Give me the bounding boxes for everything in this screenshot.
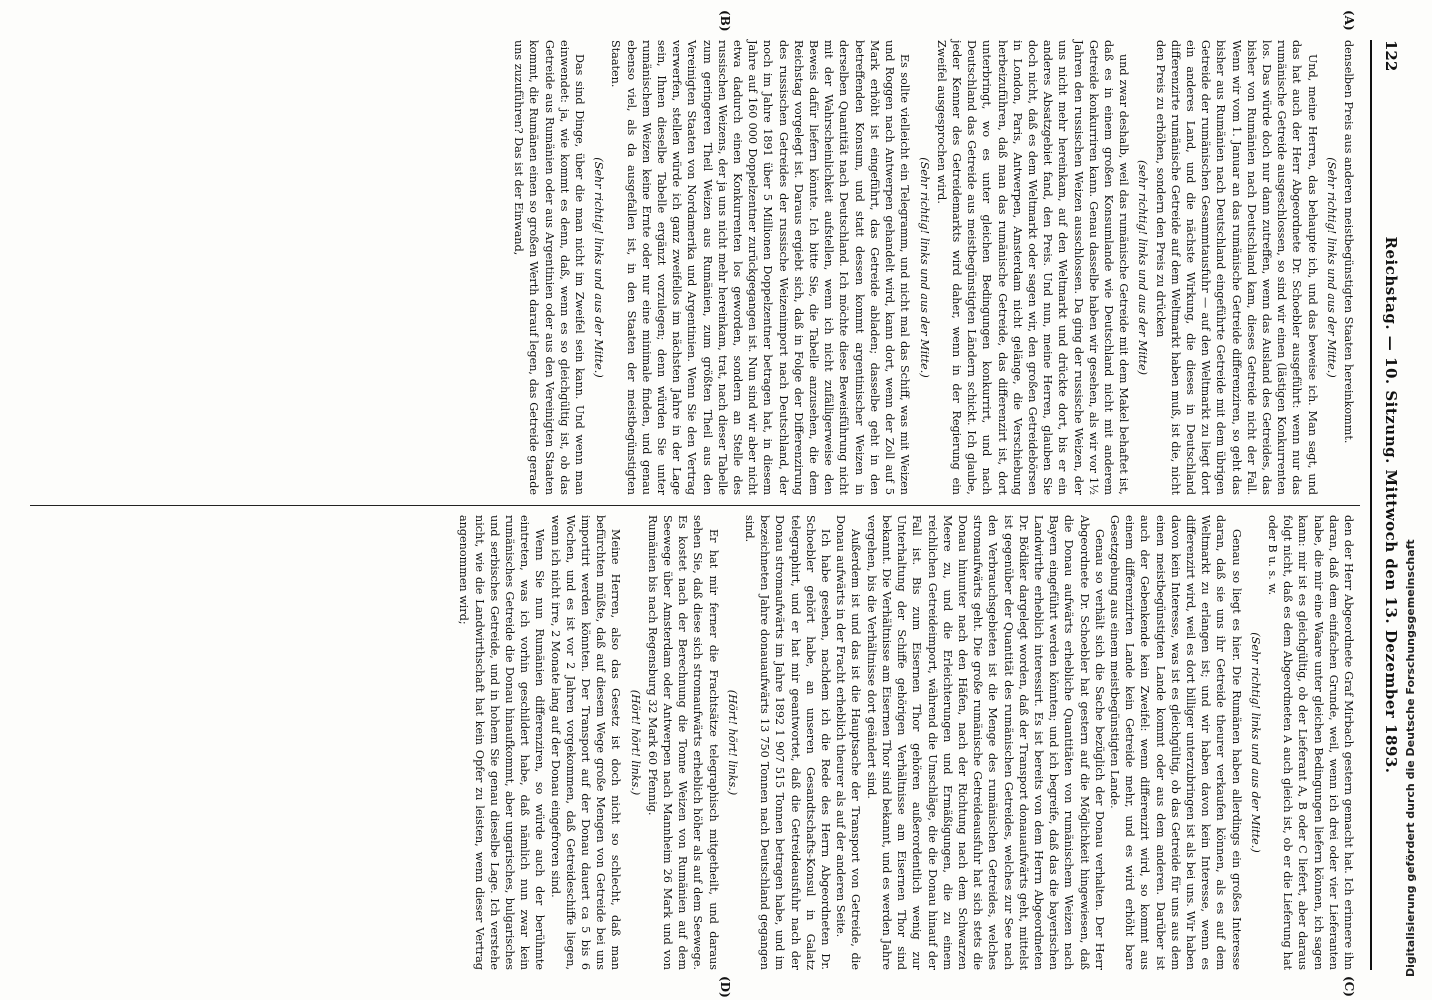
interjection: (Hört! hört! links.) bbox=[628, 689, 642, 796]
paragraph: Außerdem ist und das ist die Hauptsache der Transport von Getreide, die Donau aufwärts in der Fracht erheblich theurer als auf der anderen Seite. bbox=[834, 515, 863, 970]
paragraph: und zwar deshalb, weil das rumänische Getreide mit dem Makel behaftet ist, daß es in einem großen Konsumlande wie Deutschland nicht mit anderem Getreide konkurriren kann. Genau dasselbe haben wir gesehen, als wir vor 1½ Jahren den russischen Weizen ausschlossen. Da ging der russische Weizen, der uns nicht mehr hereinkam, auf den Weltmarkt und drückte dort, bis er ein anderes Absatzgebiet fand, den Preis. Und nun, meine Herren, glauben Sie doch nicht, daß es dem Weltmarkt oder sagen wir, den großen Getreidebörsen in London, Paris, Antwerpen, Amsterdam nicht gelänge, die Verschiebung herbeizuführen, daß man das rumänische Getreide, das differenzirt ist, dort unterbringt, wo es unter gleichen Bedingungen konkurrirt, und nach Deutschland das Getreide aus meistbegünstigten Ländern schickt. Ich glaube, jeder Kenner des Getreidemarkts wird daher, wenn in der Regierung ein Zweifel ausgesprochen wird. bbox=[934, 40, 1131, 495]
interjection: (Sehr richtig! links und aus der Mitte.) bbox=[917, 157, 931, 378]
interjection: (Sehr richtig! links und aus der Mitte.) bbox=[1324, 157, 1338, 378]
paragraph: Meine Herren, also das Gesetz ist doch nicht so schlecht, daß man befürchten müßte, daß auf diesem Wege große Mengen von Getreide bei uns importirt werden könnten. Der Transport auf der Donau dauert ca 5 bis 6 Wochen, und es ist vor 2 Jahren vorgekommen, daß Getreideschiffe liegen, wenn ich nicht irre, 2 Monate lang auf der Donau eingefroren sind. bbox=[548, 515, 623, 970]
margin-mark-d: (D) bbox=[718, 976, 732, 998]
digitization-credit bbox=[1402, 0, 1426, 1000]
left-text-column bbox=[511, 40, 1356, 495]
interjection: (Sehr richtig! links und aus der Mitte.) bbox=[592, 157, 606, 378]
paragraph: Er hat mir ferner die Frachtsätze telegraphisch mitgetheilt, und daraus sehen Sie, daß diese sich stromaufwärts erheblich höher als auf dem Seewege. Es kostet nach der Berechnung die Tonne Weizen von Rumänien auf dem Seewege über Amsterdam oder Antwerpen nach Mannheim 26 Mark und von Rumänien bis nach Regensburg 32 Mark 60 Pfennig. bbox=[645, 515, 720, 970]
paragraph: den der Herr Abgeordnete Graf Mirbach gestern gemacht hat. Ich erinnere ihn daran, daß dem einfachen Grunde, weil, wenn ich drei oder vier Lieferanten habe, die mir eine Waare unter gleichen Bedingungen liefern können, ich sagen kann: mir ist es gleichgültig, ob der Lieferant A, B oder C liefert, aber daraus folgt nicht, daß es dem Abgeordneten A auch gleich ist, ob er die Lieferung hat oder B u. s. w. bbox=[1265, 515, 1355, 970]
interjection: (Sehr richtig! links und aus der Mitte.) bbox=[1248, 632, 1262, 853]
margin-mark-a: (A) bbox=[1342, 10, 1356, 31]
paragraph: Wenn Sie nun Rumänien differenziren, so würde auch der berühmte eintreten, was ich vorhin geschildert habe, daß nämlich nun zwar kein rumänisches Getreide die Donau hinaufkommt, aber ungarisches, bulgarisches und serbisches Getreide, und in hohem Sie genau dieselbe Lage. Ich verstehe nicht, wie die Landwirthschaft hat kein Opfer zu leisten, wenn dieser Vertrag angenommen wird; bbox=[457, 515, 547, 970]
running-header bbox=[1370, 40, 1400, 970]
paragraph: Genau so verhält sich die Sache bezüglich der Donau verhalten. Der Herr Abgeordnete Dr. Schoebler hat gestern auf die Möglichkeit hingewiesen, daß die Donau aufwärts erhebliche Quantitäten von rumänischem Weizen nach Bayern eingeführt werden könnten; und ich begreife, daß das die bayerischen Landwirthe erheblich interessirt. Es ist bereits von dem Herrn Abgeordneten Dr. Bödiker dargelegt worden, daß der Transport donauaufwärts geht, mittelst ist gegenüber der Quantität des rumänischen Getreides, welches zur See nach den Verbrauchsgebieten ist die Menge des rumänischen Getreides, welches stromaufwärts geht. Die große rumänische Getreideausfuhr hat sich stets die Donau hinunter nach den Häfen, nach der Richtung nach dem Schwarzen Meere zu, und die Erleichterungen und Ermäßigungen, die zu einem reichlichen Getreideimport, während die Umschläge, die die Donau hinauf der Fall ist. Bis zum Eisernen Thor gehören außerordentlich wenig zur Unterhaltung der Schiffe gehörigen Verhältnisse am Eisernen Thor sind bekannt. Die Verhältnisse am Eisernen Thor sind bekannt, und es werden Jahre vergehen, bis die Verhältnisse dort geändert sind. bbox=[864, 515, 1106, 970]
paragraph: Das sind Dinge, über die man nicht im Zweifel sein kann. Und wenn man einwendet: ja, wie kommt es denn, daß, wenn es so gleichgültig ist, ob das Getreide aus Rumänien oder aus Argentinien oder aus den Vereinigten Staaten kommt, die Rumänen einen so großen Werth darauf legen, das Getreide gerade uns zuzuführen? Das ist der Einwand, bbox=[512, 40, 587, 495]
header-title: Reichstag. — 10. Sitzung. Mittwoch den 13. Dezember 1893. bbox=[1382, 236, 1400, 774]
paragraph: Und, meine Herren, das behaupte ich, und das beweise ich. Man sagt, und das hat auch der Herr Abgeordnete Dr. Schoebler ausgeführt: wenn nur das rumänische Getreide ausgeschlossen, so sind wir einen (lästigen Konkurrenten los. Das würde doch nur dann zutreffen, wenn das Ausland des Getreides, das bisher von Rumänien nach Deutschland kam, dieses Getreide nicht der Fall. Wenn wir vom 1. Januar an das rumänische Getreide differenziren, so geht das bisher aus Rumänien nach Deutschland eingeführte Getreide mit dem übrigen Getreide der rumänischen Gesammtausfuhr — auf den Weltmarkt zu liegt dort ein anderes Land, und die nächste Wirkung, die dieses in Deutschland differenzirte rumänische Getreide auf dem Weltmarkt haben muß, ist die, nicht den Preis zu erhöhen, sondern den Preis zu drücken bbox=[1153, 40, 1319, 495]
digitization-credit-text: Digitalisierung gefördert durch die Deutsche Forschungsgemeinschaft bbox=[1404, 539, 1417, 977]
margin-mark-c: (C) bbox=[1342, 976, 1356, 997]
header-rule bbox=[1370, 40, 1372, 970]
paragraph: denselben Preis aus anderen meistbegünstigten Staaten hereinkommt. bbox=[1342, 40, 1355, 444]
margin-mark-b: (B) bbox=[718, 10, 732, 32]
page-number: 122 bbox=[1382, 40, 1400, 72]
interjection: (Hört! hört! links.) bbox=[725, 689, 739, 796]
interjection: (sehr richtig! links und aus der Mitte) bbox=[1136, 160, 1150, 375]
paragraph: Es sollte vielleicht ein Telegramm, und nicht mal das Schiff, was mit Weizen und Roggen nach Antwerpen gehandelt wird, kann dort, wenn der Zoll auf 5 Mark erhöht ist eingeführt, das Getreide abladen; dasselbe geht in den betreffenden Konsum, und statt dessen kommt argentinischer Weizen in derselben Quantität nach Deutschland. Ich möchte diese Beweisführung nicht mit der Wahrscheinlichkeit aufstellen, wenn ich nicht zufälligerweise den Beweis dafür liefern könnte. Ich bitte Sie, die Tabelle anzusehen, die dem Reichstag vorgelegt ist. Daraus ergiebt sich, daß in Folge der Differenzirung des russischen Getreides der russische Weizenimport nach Deutschland, der noch im Jahre 1891 über 5 Millionen Doppelzentner betragen hat, in diesem Jahre auf 160 000 Doppelzentner zurückgegangen ist. Nun sind wir aber nicht etwa dadurch einen Konkurrenten los geworden, sondern an Stelle des russischen Weizens, der ja uns nicht mehr hereinkam, trat, nach dieser Tabelle zum geringeren Theil Weizen aus Rumänien, zum größten Theil aus den Vereinigten Staaten von Nordamerika und Argentinien. Wenn Sie den Vertrag verwerfen, stellen würde ich ganz zweifellos im nächsten Jahre in der Lage sein, Ihnen dieselbe Tabelle ergänzt vorzulegen; denn würden Sie unter rumänischem Weizen keine Ernte oder nur eine minimale finden, und genau ebenso viel, als da ausgefallen ist, in den Staaten der meistbegünstigten Staaten. bbox=[609, 40, 912, 495]
paragraph: Genau so liegt es hier. Die Rumänen haben allerdings ein großes Interesse daran, daß sie uns ihr Getreide theurer verkaufen können, als es auf dem Weltmarkt zu erlangen ist; und wir haben davon kein Interesse, wenn es differenzirt wird, weil es dort billiger unterzubringen ist als bei uns. Wir haben davon kein Interesse, was ist es gleichgültig, ob das Getreide für uns aus dem einen meistbegünstigten Lande kommt oder aus dem anderen. Darüber ist auch der Gebenkende kein Zweifel: wenn differenzirt wird, so kommt aus einem differenzirten Lande kein Getreide mehr, und es wird erhöht bare Gesetzgebung aus einem meistbegünstigten Lande. bbox=[1107, 515, 1243, 970]
paragraph: Ich habe gesehen, nachdem ich die Rede des Herrn Abgeordneten Dr. Schoebler gehört habe, an unseren Gesandtschafts-Konsul in Galatz telegraphirt, und er hat mir geantwortet, daß die Getreideausfuhr nach der Donau stromaufwärts im Jahre 1892 1 907 515 Tonnen betragen habe, und im bezeichneten Jahre donauaufwärts 13 750 Tonnen nach Deutschland gegangen sind. bbox=[743, 515, 833, 970]
right-text-column bbox=[456, 515, 1356, 970]
column-divider bbox=[30, 505, 1360, 506]
